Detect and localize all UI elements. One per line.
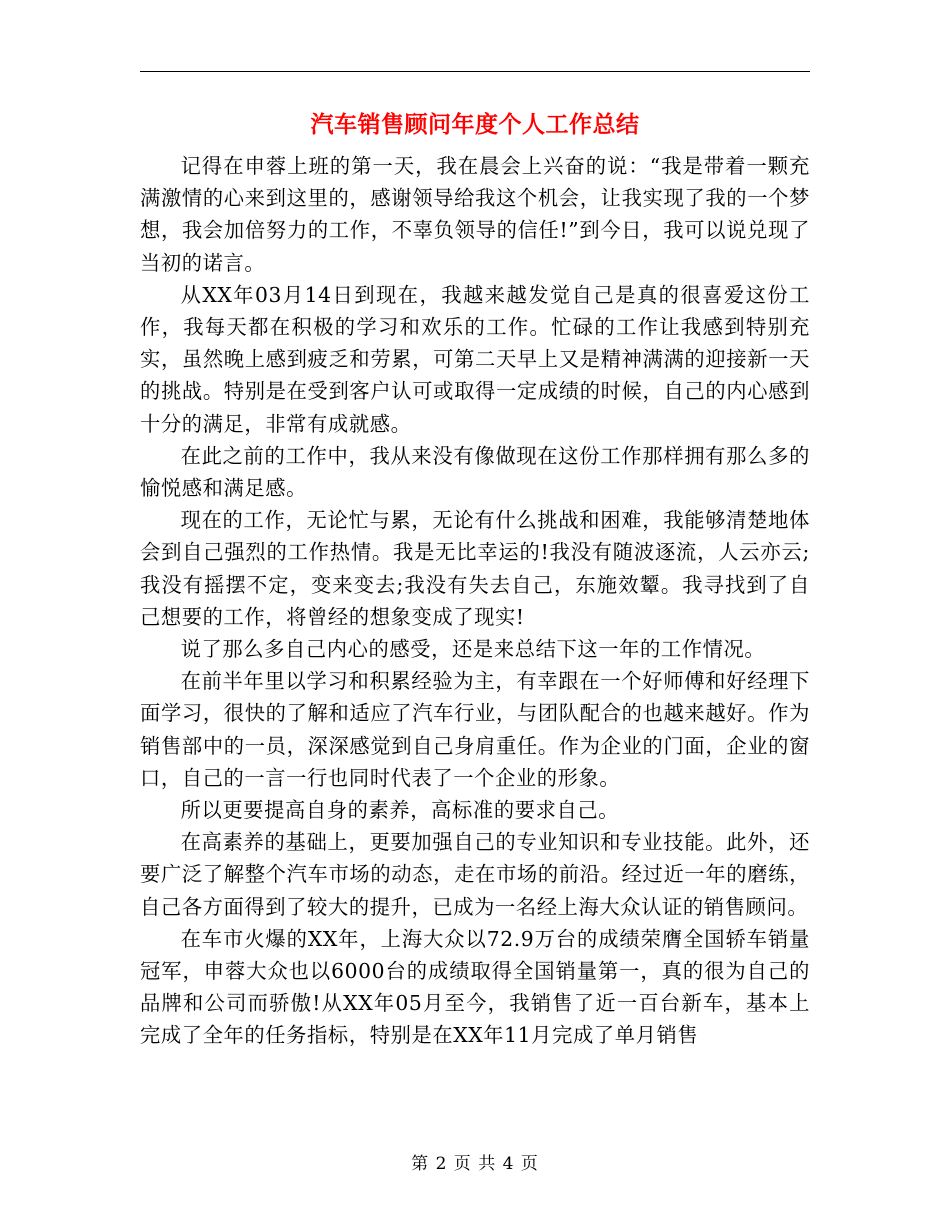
- paragraph-2: 从XX年03月14日到现在，我越来越发觉自己是真的很喜爱这份工作，我每天都在积极的学习和欢乐的工作。忙碌的工作让我感到特别充实，虽然晚上感到疲乏和劳累，可第二天早上又是精神满满的迎接新一天的挑战。特别是在受到客户认可或取得一定成绩的时候，自己的内心感到十分的满足，非常有成就感。: [140, 282, 810, 436]
- paragraph-3: 在此之前的工作中，我从来没有像做现在这份工作那样拥有那么多的愉悦感和满足感。: [140, 443, 810, 501]
- paragraph-8: 在高素养的基础上，更要加强自己的专业知识和专业技能。此外，还要广泛了解整个汽车市场的动态，走在市场的前沿。经过近一年的磨练，自己各方面得到了较大的提升，已成为一名经上海大众认证的销售顾问。: [140, 830, 810, 919]
- paragraph-9: 在车市火爆的XX年，上海大众以72.9万台的成绩荣膺全国轿车销量冠军，申蓉大众也以6000台的成绩取得全国销量第一，真的很为自己的品牌和公司而骄傲!从XX年05月至今，我销售了近一百台新车，基本上完成了全年的任务指标，特别是在XX年11月完成了单月销售: [140, 926, 810, 1048]
- document-title: 汽车销售顾问年度个人工作总结: [310, 112, 640, 138]
- paragraph-7: 所以更要提高自身的素养，高标准的要求自己。: [180, 798, 620, 823]
- document-body: [140, 150, 810, 1052]
- paragraph-5: 说了那么多自己内心的感受，还是来总结下这一年的工作情况。: [180, 637, 766, 662]
- page-number-footer: 第 2 页 共 4 页: [411, 1154, 539, 1174]
- paragraph-4: 现在的工作，无论忙与累，无论有什么挑战和困难，我能够清楚地体会到自己强烈的工作热情。我是无比幸运的!我没有随波逐流，人云亦云;我没有摇摆不定，变来变去;我没有失去自己，东施效颦。我寻找到了自己想要的工作，将曾经的想象变成了现实!: [140, 508, 810, 629]
- header-rule: [140, 71, 810, 72]
- paragraph-6: 在前半年里以学习和积累经验为主，有幸跟在一个好师傅和好经理下面学习，很快的了解和适应了汽车行业，与团队配合的也越来越好。作为销售部中的一员，深深感觉到自己身肩重任。作为企业的门面，企业的窗口，自己的一言一行也同时代表了一个企业的形象。: [140, 669, 810, 790]
- paragraph-1: 记得在申蓉上班的第一天，我在晨会上兴奋的说：“我是带着一颗充满激情的心来到这里的，感谢领导给我这个机会，让我实现了我的一个梦想，我会加倍努力的工作，不辜负领导的信任!”到今日，我可以说兑现了当初的诺言。: [140, 154, 810, 275]
